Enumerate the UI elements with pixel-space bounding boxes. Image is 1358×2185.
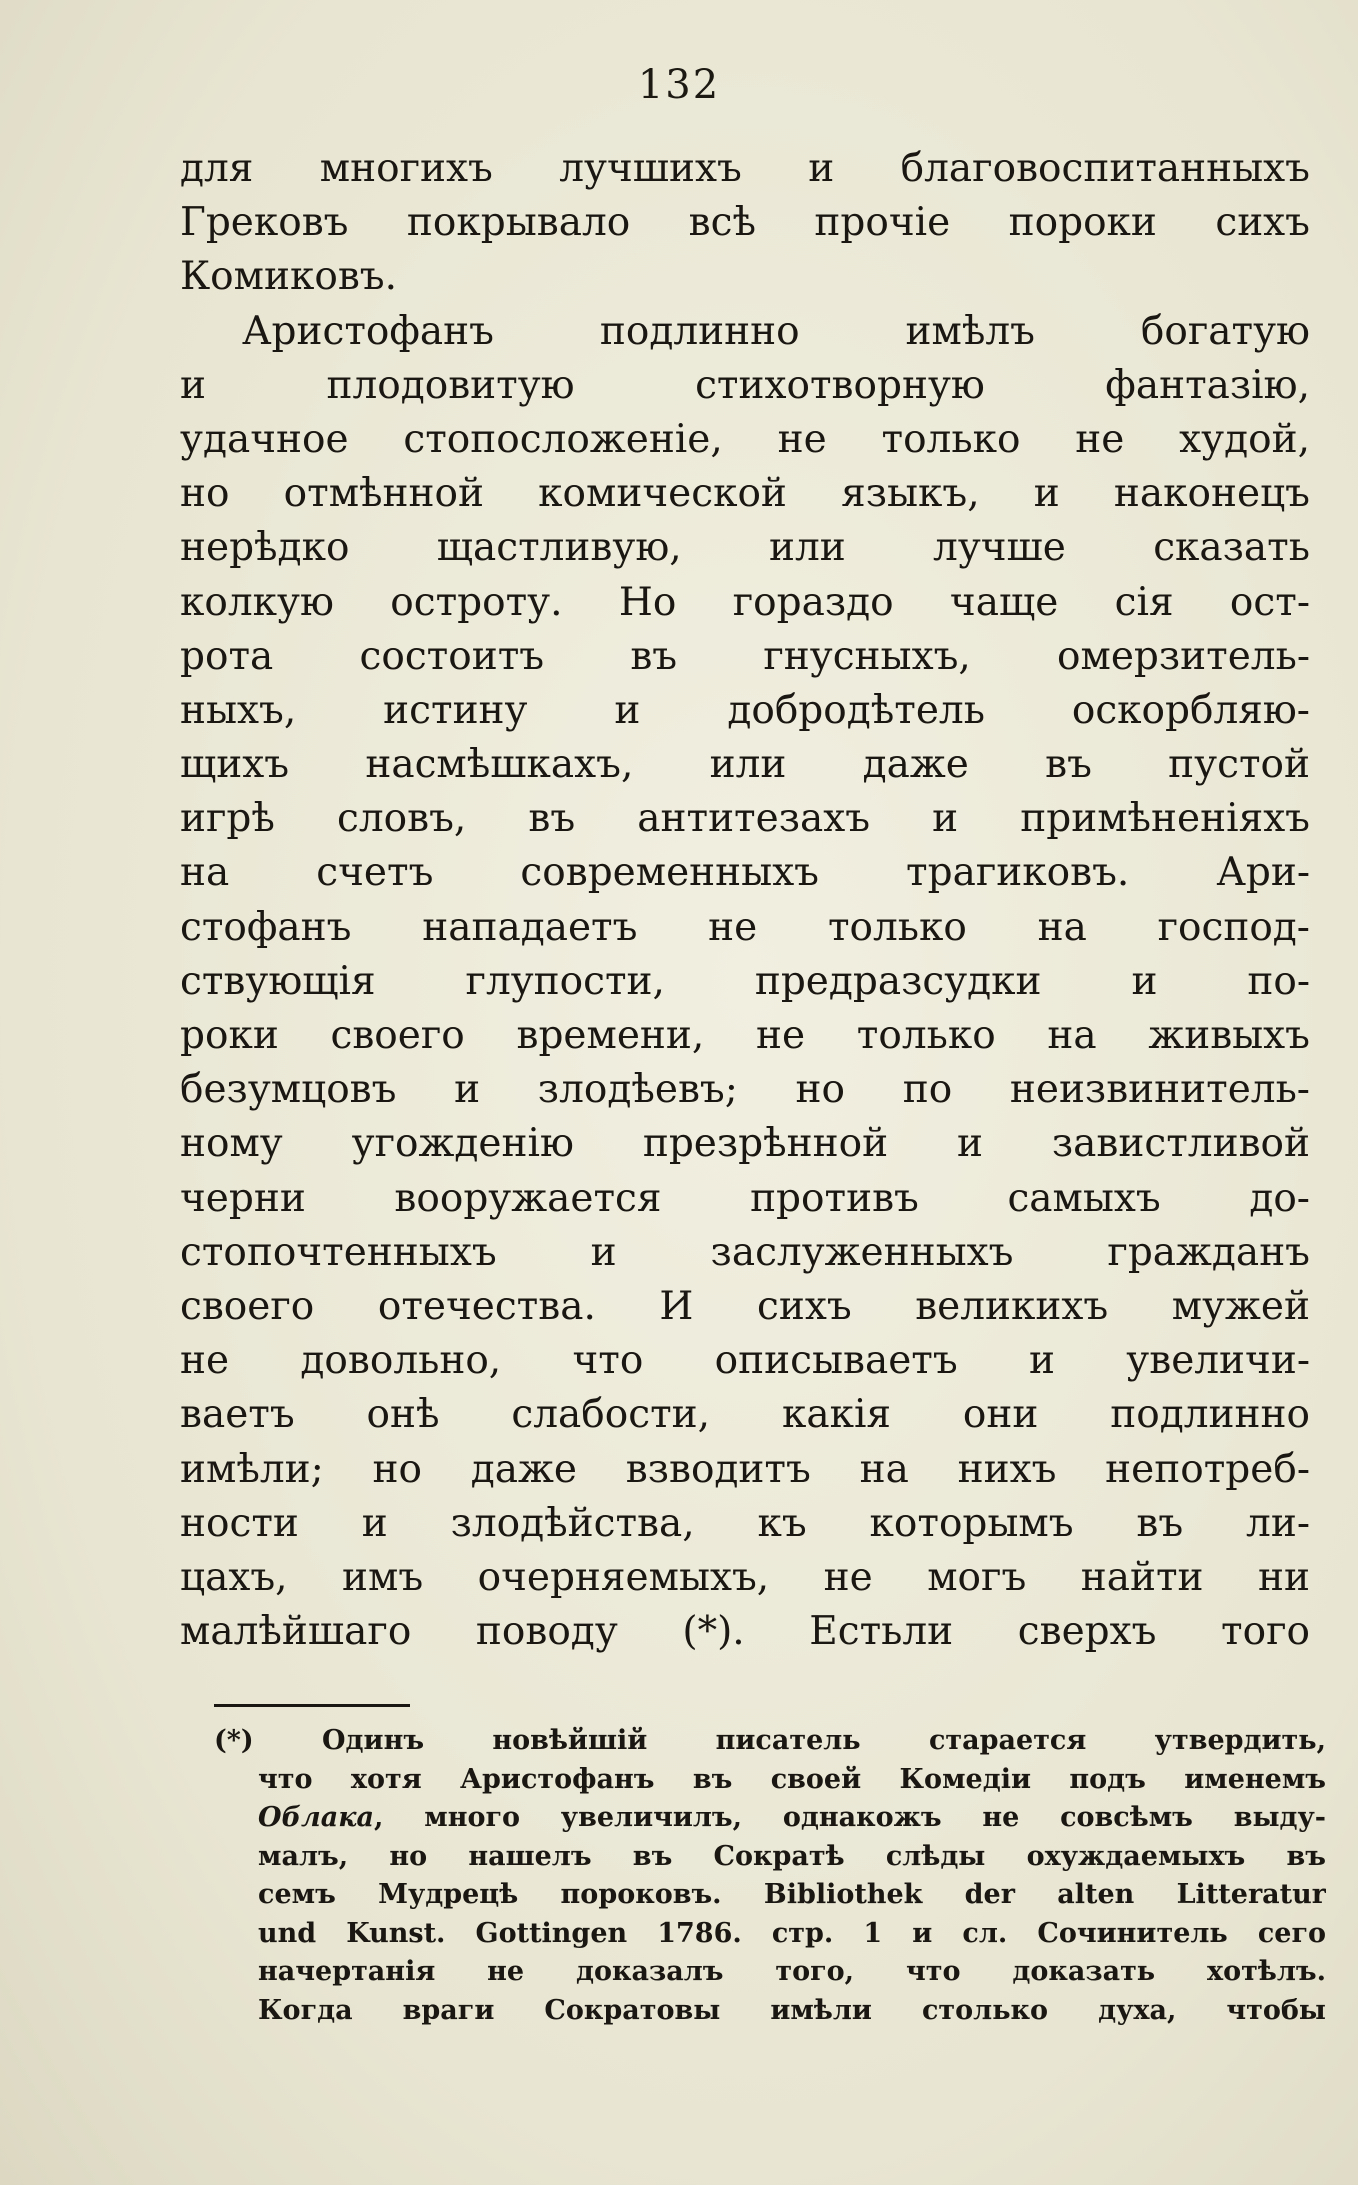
text-line: и плодовитую стихотворную фантазію, [180,362,1310,408]
text-line: Комиковъ. [180,254,398,300]
footnote-line: что хотя Аристофанъ въ своей Комедіи подъ именемъ [258,1763,1326,1795]
text-line: на счетъ современныхъ трагиковъ. Ари- [180,850,1310,896]
footnote [214,1722,1326,2030]
text-line: не довольно, что описываетъ и увеличи- [180,1338,1310,1384]
text-line: нерѣдко щастливую, или лучше сказать [180,525,1310,571]
text-line: цахъ, имъ очерняемыхъ, не могъ найти ни [180,1554,1310,1600]
footnote-italic-title: Облака [258,1802,375,1833]
text-line: удачное стопосложеніе, не только не худой, [180,416,1310,462]
text-line: ныхъ, истину и добродѣтель оскорбляю- [180,687,1310,733]
text-line: но отмѣнной комической языкъ, и наконецъ [180,471,1310,517]
text-line: черни вооружается противъ самыхъ до- [180,1175,1310,1221]
text-line: роки своего времени, не только на живыхъ [180,1013,1310,1058]
text-line: ствующія глупости, предразсудки и по- [180,958,1310,1004]
text-line: ному угожденію презрѣнной и завистливой [180,1121,1310,1167]
footnote-line: Облака, много увеличилъ, однакожъ не совсѣмъ выду- [258,1802,1326,1833]
footnote-line: (*) Одинъ новѣйшій писатель старается утвердить, [214,1725,1326,1756]
text-line: стофанъ нападаетъ не только на господ- [180,904,1310,950]
footnote-line: начертанія не доказалъ того, что доказать хотѣлъ. [258,1956,1326,1987]
text-line: стопочтенныхъ и заслуженныхъ гражданъ [180,1229,1310,1275]
footnote-divider [214,1704,410,1707]
text-line: игрѣ словъ, въ антитезахъ и примѣненіяхъ [180,796,1310,842]
main-text [180,142,1310,1659]
text-line: Грековъ покрывало всѣ прочіе пороки сихъ [180,200,1310,246]
text-line: имѣли; но даже взводитъ на нихъ непотреб- [180,1446,1310,1492]
page-number: 132 [637,62,721,108]
text-line: колкую остроту. Но гораздо чаще сія ост- [180,579,1310,625]
text-line: для многихъ лучшихъ и благовоспитанныхъ [180,146,1310,191]
text-line: своего отечества. И сихъ великихъ мужей [180,1283,1310,1329]
text-line: ваетъ онѣ слабости, какія они подлинно [180,1392,1310,1438]
text-line: безумцовъ и злодѣевъ; но по неизвинитель- [180,1067,1310,1113]
text-line: рота состоитъ въ гнусныхъ, омерзитель- [180,633,1310,679]
text-line: малѣйшаго поводу (*). Естьли сверхъ того [180,1609,1310,1655]
text-line: ности и злодѣйства, къ которымъ въ ли- [180,1500,1310,1546]
footnote-line: Когда враги Сократовы имѣли столько духа, чтобы [258,1994,1326,2026]
footnote-line: семъ Мудрецѣ пороковъ. Bibliothek der alten Litteratur [258,1879,1326,1910]
text-line: щихъ насмѣшкахъ, или даже въ пустой [180,742,1310,788]
footnote-line: малъ, но нашелъ въ Сократѣ слѣды охуждаемыхъ въ [258,1840,1326,1872]
footnote-line: und Kunst. Gottingen 1786. стр. 1 и сл. Сочинитель сего [258,1917,1326,1949]
text-line: Аристофанъ подлинно имѣлъ богатую [242,308,1310,354]
